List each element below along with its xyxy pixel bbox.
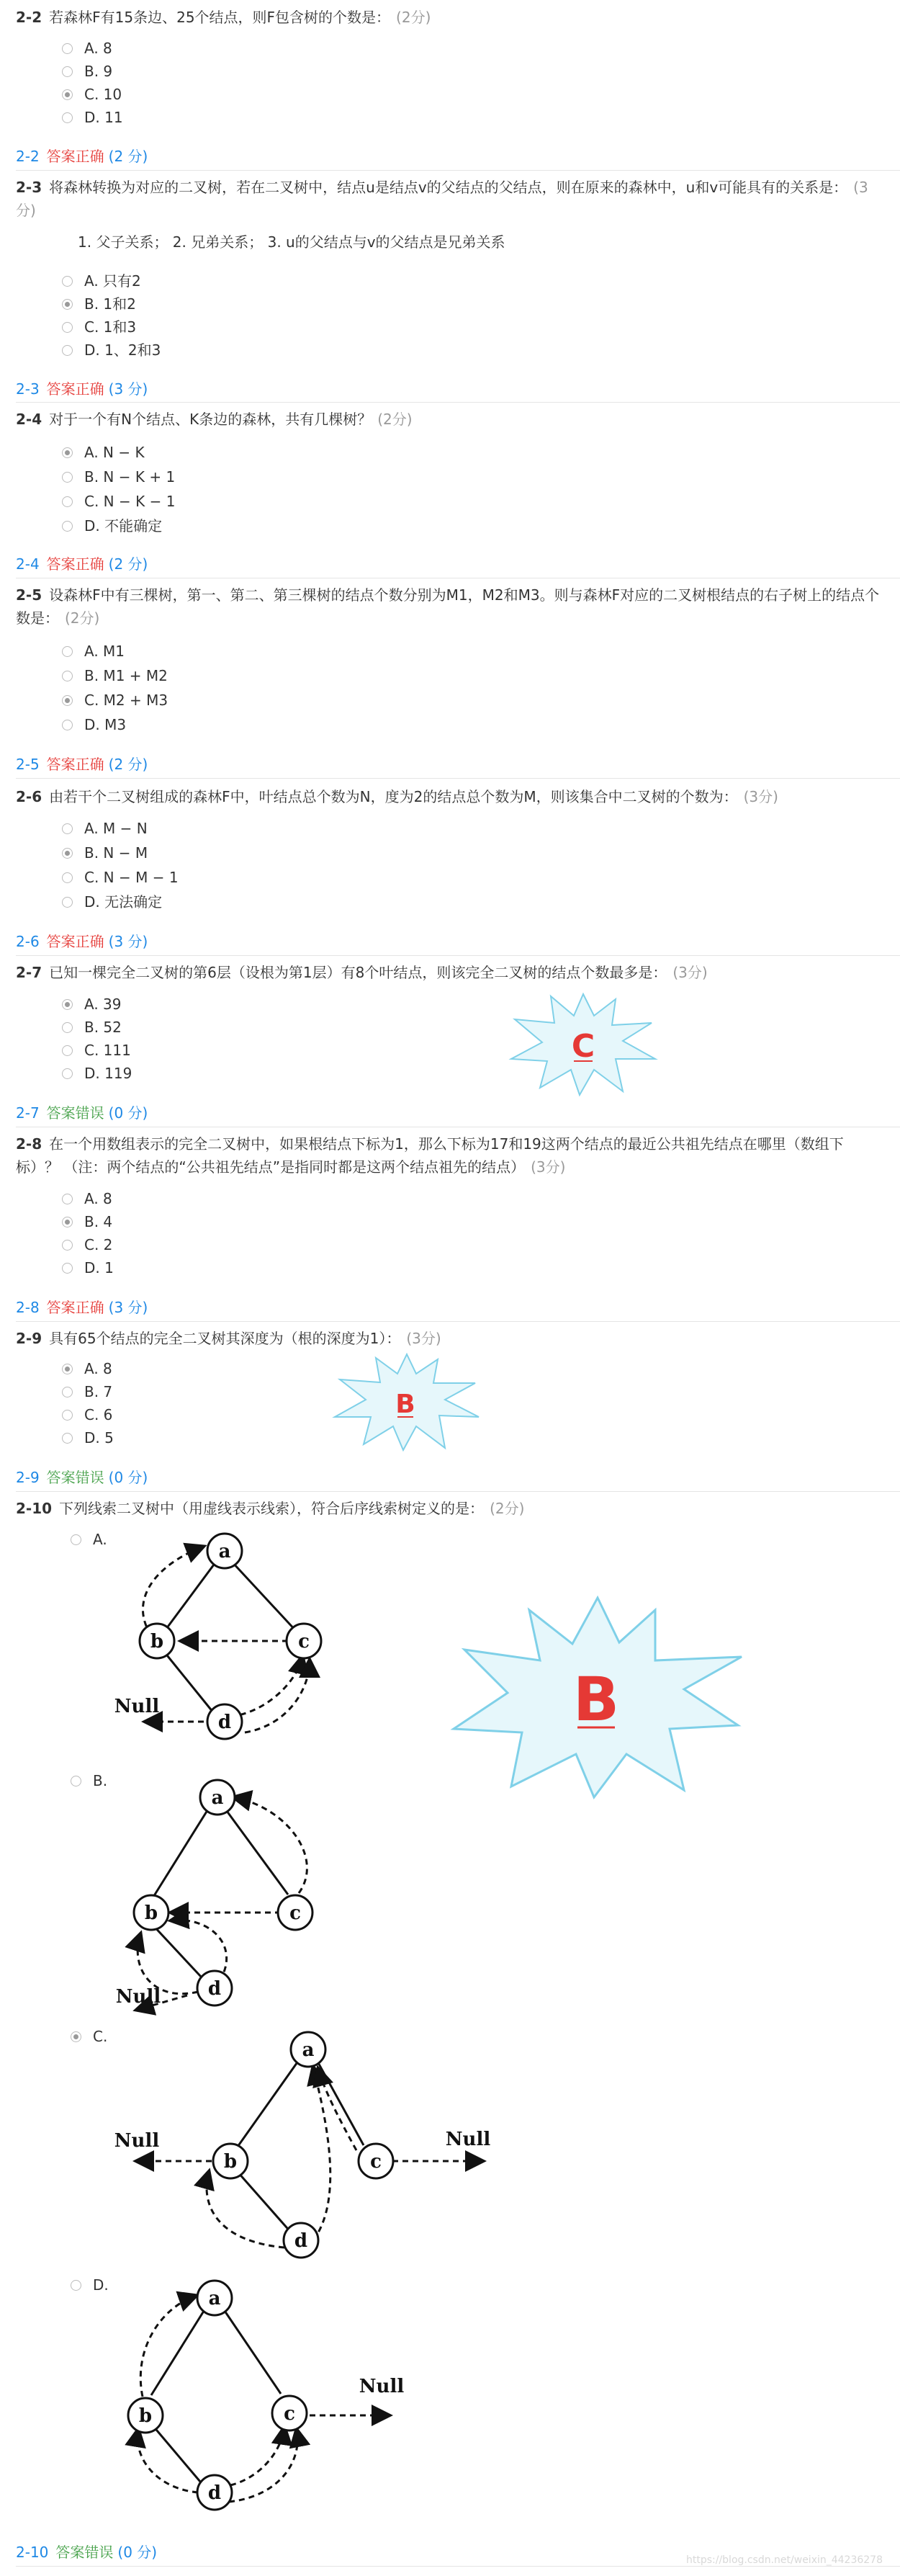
question-score: (2分)	[65, 609, 100, 627]
option-c[interactable]	[62, 692, 168, 709]
question-number: 2-6	[16, 788, 42, 805]
option-a[interactable]	[62, 1190, 112, 1207]
result-status: 答案正确	[46, 380, 104, 398]
radio-button[interactable]	[62, 472, 73, 483]
option-label: B. N − M	[84, 844, 148, 862]
option-label: D. 11	[84, 109, 123, 126]
question-title	[16, 1327, 441, 1350]
option-label: C.	[93, 2028, 108, 2045]
radio-button[interactable]	[62, 646, 73, 657]
question-text: 已知一棵完全二叉树的第6层（设根为第1层）有8个叶结点，则该完全二叉树的结点个数最多是：	[49, 964, 667, 981]
annotation-letter: B	[395, 1390, 415, 1419]
radio-button[interactable]	[62, 66, 73, 77]
radio-button[interactable]	[62, 1410, 73, 1421]
option-b[interactable]	[62, 63, 112, 80]
option-d[interactable]	[62, 716, 126, 733]
option-a[interactable]	[62, 272, 141, 290]
divider	[16, 170, 900, 171]
answer-result	[16, 1467, 148, 1488]
option-d[interactable]	[62, 341, 161, 359]
radio-button[interactable]	[62, 1433, 73, 1444]
answer-result	[16, 553, 148, 575]
radio-button[interactable]	[62, 1022, 73, 1033]
question-number: 2-8	[16, 1135, 42, 1153]
option-label: C. M2 + M3	[84, 692, 168, 709]
result-status: 答案错误	[46, 1104, 104, 1122]
question-text: 将森林转换为对应的二叉树，若在二叉树中，结点u是结点v的父结点的父结点，则在原来的森林中，u和v可能具有的关系是：	[49, 179, 848, 196]
question-text: 若森林F有15条边、25个结点，则F包含树的个数是：	[49, 9, 391, 26]
result-status: 答案正确	[46, 933, 104, 950]
option-b[interactable]	[62, 667, 168, 684]
radio-button[interactable]	[71, 2280, 81, 2291]
radio-button[interactable]	[71, 1534, 81, 1545]
option-c[interactable]	[62, 1236, 112, 1253]
option-b[interactable]	[62, 1213, 112, 1230]
question-score: (3分)	[16, 179, 868, 219]
question-score: (3分)	[743, 788, 778, 805]
question-score: (3分)	[406, 1330, 441, 1347]
option-label: C. 2	[84, 1236, 113, 1253]
divider	[16, 1491, 900, 1492]
radio-button-selected[interactable]	[62, 695, 73, 706]
option-c[interactable]	[62, 318, 136, 336]
option-label: C. 6	[84, 1406, 113, 1423]
answer-result	[16, 146, 148, 167]
option-d[interactable]	[71, 2276, 109, 2294]
option-label: C. 10	[84, 86, 122, 103]
question-text: 下列线索二叉树中（用虚线表示线索），符合后序线索树定义的是：	[59, 1500, 485, 1517]
null-label: Null	[359, 2376, 405, 2397]
null-label-left: Null	[114, 2130, 160, 2152]
question-score: (3分)	[672, 964, 708, 981]
option-a[interactable]	[62, 40, 112, 57]
option-label: D. 5	[84, 1429, 114, 1446]
radio-button-selected[interactable]	[62, 89, 73, 100]
node-a: a	[211, 1787, 224, 1809]
question-title	[16, 6, 431, 29]
option-a[interactable]	[62, 643, 125, 660]
result-number: 2-9	[16, 1469, 40, 1486]
option-label: D. 1	[84, 1259, 114, 1276]
option-label: D. 不能确定	[84, 517, 163, 535]
question-score: (2分)	[396, 9, 431, 26]
radio-button[interactable]	[62, 276, 73, 287]
annotation-burst-b-large	[446, 1592, 749, 1801]
node-d: d	[207, 2482, 222, 2504]
watermark: https://blog.csdn.net/weixin_44236278	[685, 2554, 883, 2566]
radio-button[interactable]	[62, 671, 73, 681]
node-a: a	[218, 1541, 231, 1562]
option-label: A.	[93, 1531, 107, 1548]
result-number: 2-4	[16, 555, 40, 573]
option-label: B. 4	[84, 1213, 113, 1230]
option-a[interactable]	[71, 1531, 107, 1548]
question-number: 2-2	[16, 9, 42, 26]
node-c: c	[370, 2151, 382, 2173]
node-a: a	[208, 2288, 221, 2309]
option-label: D.	[93, 2276, 109, 2294]
radio-button[interactable]	[62, 823, 73, 834]
annotation-letter: B	[572, 1664, 620, 1735]
option-b[interactable]	[71, 1772, 107, 1789]
null-label: Null	[115, 1986, 161, 2008]
option-label: C. 1和3	[84, 318, 137, 336]
result-number: 2-6	[16, 933, 40, 950]
radio-button[interactable]	[62, 1387, 73, 1397]
annotation-burst-b	[331, 1351, 482, 1452]
option-b[interactable]	[62, 1019, 122, 1036]
result-status: 答案正确	[46, 1299, 104, 1316]
radio-button-selected[interactable]	[62, 1364, 73, 1374]
node-b: b	[138, 2405, 153, 2427]
radio-button-selected[interactable]	[71, 2031, 81, 2042]
result-points: (2 分)	[108, 148, 148, 165]
option-c[interactable]	[71, 2028, 107, 2045]
option-d[interactable]	[62, 1429, 114, 1446]
divider	[16, 2566, 900, 2567]
question-title	[16, 1497, 524, 1520]
option-c[interactable]	[62, 1406, 112, 1423]
question-score: (2分)	[490, 1500, 525, 1517]
radio-button[interactable]	[62, 43, 73, 54]
option-label: A. 8	[84, 1360, 112, 1377]
result-number: 2-8	[16, 1299, 40, 1316]
option-c[interactable]	[62, 1042, 131, 1059]
radio-button[interactable]	[62, 1263, 73, 1274]
option-d[interactable]	[62, 893, 162, 911]
option-c[interactable]	[62, 869, 179, 886]
null-label-right: Null	[445, 2129, 491, 2150]
question-title	[16, 408, 413, 431]
node-b: b	[144, 1902, 158, 1924]
result-status: 答案错误	[46, 1469, 104, 1486]
node-b: b	[150, 1631, 164, 1653]
radio-button-selected[interactable]	[62, 999, 73, 1010]
node-d: d	[207, 1978, 222, 2000]
option-label: B. 1和2	[84, 295, 136, 313]
result-points: (2 分)	[108, 555, 148, 573]
option-label: B. 7	[84, 1383, 113, 1400]
option-b[interactable]	[62, 295, 136, 313]
option-c[interactable]	[62, 86, 122, 103]
radio-button[interactable]	[62, 322, 73, 333]
result-points: (0 分)	[108, 1469, 148, 1486]
option-a[interactable]	[62, 996, 122, 1013]
answer-result	[16, 1102, 148, 1124]
option-label: C. N − M − 1	[84, 869, 179, 886]
threaded-tree-d	[108, 2273, 410, 2518]
divider	[16, 778, 900, 779]
option-label: D. M3	[84, 716, 127, 733]
node-b: b	[223, 2151, 238, 2173]
result-number: 2-7	[16, 1104, 40, 1122]
divider	[16, 402, 900, 403]
node-c: c	[298, 1631, 310, 1653]
option-label: B. N − K + 1	[84, 468, 176, 486]
radio-button[interactable]	[71, 1776, 81, 1786]
result-points: (0 分)	[108, 1104, 148, 1122]
option-a[interactable]	[62, 1360, 112, 1377]
result-status: 答案正确	[46, 148, 104, 165]
question-number: 2-5	[16, 586, 42, 604]
question-text: 在一个用数组表示的完全二叉树中，如果根结点下标为1，那么下标为17和19这两个结点的最近公共祖先结点在哪里（数组下标）？ （注：两个结点的“公共祖先结点”是指同时都是这两个结点祖先的结点）	[16, 1135, 844, 1176]
radio-button[interactable]	[62, 345, 73, 356]
node-c: c	[284, 2403, 295, 2425]
radio-button[interactable]	[62, 496, 73, 507]
answer-result	[16, 753, 148, 775]
radio-button[interactable]	[62, 112, 73, 123]
radio-button[interactable]	[62, 521, 73, 532]
radio-button-selected[interactable]	[62, 1217, 73, 1227]
radio-button[interactable]	[62, 872, 73, 883]
option-label: D. 无法确定	[84, 893, 163, 911]
result-points: (3 分)	[108, 380, 148, 398]
result-number: 2-3	[16, 380, 40, 398]
question-score: (2分)	[377, 411, 413, 428]
option-d[interactable]	[62, 109, 123, 126]
option-label: A. 只有2	[84, 272, 141, 290]
radio-button[interactable]	[62, 1068, 73, 1079]
option-c[interactable]	[62, 493, 175, 510]
option-label: D. 1、2和3	[84, 341, 161, 359]
question-title	[16, 1132, 880, 1179]
divider	[16, 955, 900, 956]
option-label: A. 8	[84, 1190, 112, 1207]
answer-result	[16, 378, 148, 400]
option-d[interactable]	[62, 1259, 114, 1276]
radio-button[interactable]	[62, 720, 73, 730]
radio-button-selected[interactable]	[62, 299, 73, 310]
question-text: 具有65个结点的完全二叉树其深度为（根的深度为1）：	[49, 1330, 401, 1347]
option-label: A. 39	[84, 996, 122, 1013]
radio-button[interactable]	[62, 1194, 73, 1204]
option-a[interactable]	[62, 444, 145, 461]
option-label: B.	[93, 1772, 108, 1789]
annotation-burst-c	[508, 990, 659, 1099]
question-text: 由若干个二叉树组成的森林F中，叶结点总个数为N，度为2的结点总个数为M，则该集合中二叉树的个数为：	[49, 788, 738, 805]
question-text: 对于一个有N个结点、K条边的森林，共有几棵树？	[49, 411, 372, 428]
radio-button[interactable]	[62, 1045, 73, 1056]
option-label: D. 119	[84, 1065, 132, 1082]
result-number: 2-2	[16, 148, 40, 165]
result-points: (0 分)	[117, 2544, 158, 2561]
question-number: 2-7	[16, 964, 42, 981]
node-c: c	[289, 1902, 301, 1924]
option-label: A. N − K	[84, 444, 145, 461]
node-d: d	[217, 1712, 232, 1733]
result-status: 答案正确	[46, 555, 104, 573]
option-b[interactable]	[62, 468, 175, 486]
result-status: 答案错误	[55, 2544, 114, 2561]
result-points: (2 分)	[108, 756, 148, 773]
option-d[interactable]	[62, 1065, 132, 1082]
threaded-tree-c	[108, 2024, 511, 2276]
question-number: 2-10	[16, 1500, 53, 1517]
question-title	[16, 176, 880, 222]
question-number: 2-4	[16, 411, 42, 428]
option-label: A. M1	[84, 643, 125, 660]
option-b[interactable]	[62, 844, 148, 862]
threaded-tree-a	[108, 1524, 353, 1768]
question-title	[16, 961, 708, 984]
option-a[interactable]	[62, 820, 148, 837]
option-label: B. 52	[84, 1019, 122, 1036]
radio-button[interactable]	[62, 897, 73, 908]
answer-result	[16, 1297, 148, 1318]
option-b[interactable]	[62, 1383, 112, 1400]
result-number: 2-5	[16, 756, 40, 773]
result-points: (3 分)	[108, 933, 148, 950]
radio-button-selected[interactable]	[62, 848, 73, 859]
radio-button[interactable]	[62, 1240, 73, 1251]
option-label: C. N − K − 1	[84, 493, 176, 510]
option-label: C. 111	[84, 1042, 131, 1059]
question-number: 2-9	[16, 1330, 42, 1347]
question-title	[16, 583, 880, 630]
threaded-tree-b	[108, 1772, 353, 2017]
result-status: 答案正确	[46, 756, 104, 773]
annotation-letter: C	[571, 1028, 595, 1065]
result-number: 2-10	[16, 2544, 49, 2561]
answer-result	[16, 2541, 157, 2563]
option-label: A. M − N	[84, 820, 148, 837]
question-text: 设森林F中有三棵树，第一、第二、第三棵树的结点个数分别为M1，M2和M3。则与森林F对应的二叉树根结点的右子树上的结点个数是：	[16, 586, 880, 627]
question-number: 2-3	[16, 179, 42, 196]
node-d: d	[294, 2230, 308, 2252]
option-label: A. 8	[84, 40, 112, 57]
result-points: (3 分)	[108, 1299, 148, 1316]
option-label: B. 9	[84, 63, 113, 80]
radio-button-selected[interactable]	[62, 447, 73, 458]
option-label: B. M1 + M2	[84, 667, 168, 684]
answer-result	[16, 931, 148, 952]
node-a: a	[302, 2039, 315, 2061]
question-score: (3分)	[531, 1158, 566, 1176]
question-statement-list: 1. 父子关系； 2. 兄弟关系； 3. u的父结点与v的父结点是兄弟关系	[78, 233, 505, 251]
divider	[16, 1321, 900, 1322]
option-d[interactable]	[62, 517, 162, 535]
null-label: Null	[114, 1696, 160, 1717]
question-title	[16, 785, 778, 808]
